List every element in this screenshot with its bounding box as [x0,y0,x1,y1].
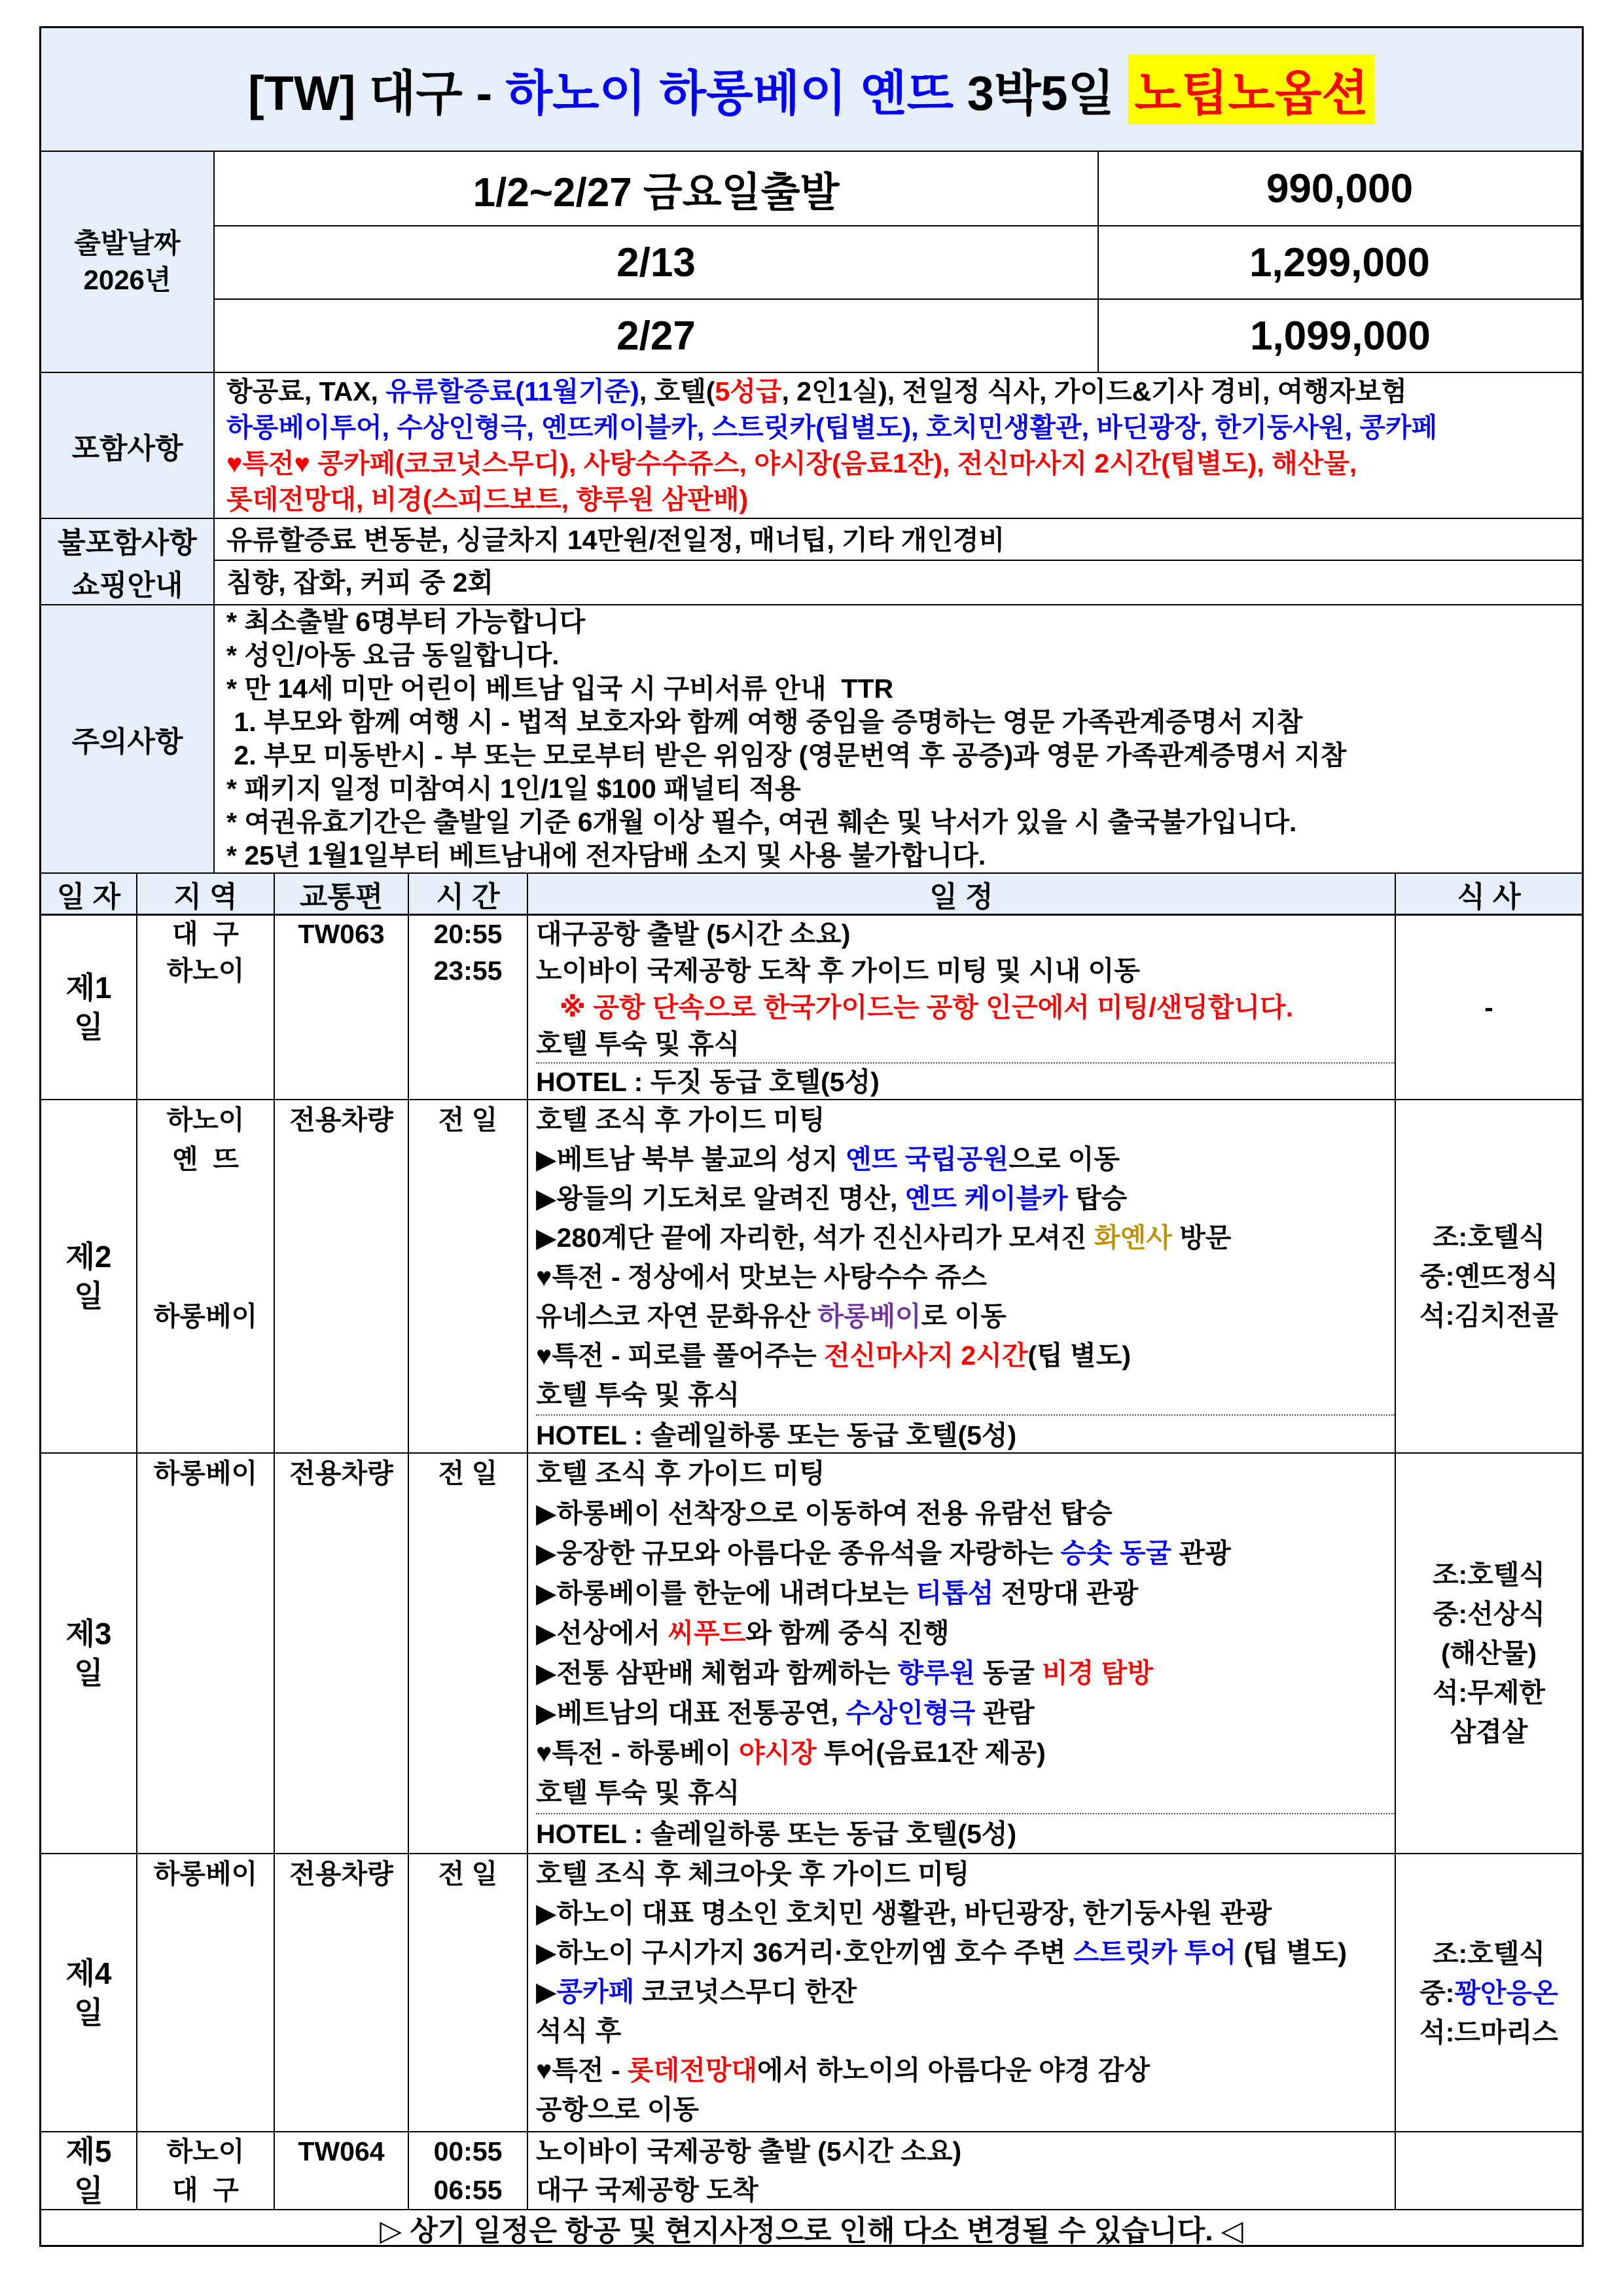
text-segment: 유류할증료(11월기준) [385,376,639,406]
text-line [536,2011,1395,2051]
text-segment: 향루원 [897,1658,976,1688]
text-segment: * 25년 1월1일부터 베트남내에 전자담배 소지 및 사용 불가합니다. [226,840,986,870]
text-line: 하롱베이 [153,1859,258,1889]
departure-date-3: 2/27 [215,298,1099,372]
text-line: 제3 [65,1617,112,1651]
text-segment: 중:옌뜨정식 [1419,1261,1558,1291]
text-line [536,1534,1395,1573]
text-line [536,1653,1395,1693]
day-3-meals [1396,1454,1582,1853]
day-4-meals [1396,1854,1582,2131]
text-line: TW064 [298,2136,385,2166]
text-segment: 방문 [1171,1223,1232,1253]
text-line: 일 [74,1656,103,1690]
text-segment: 삼겹살 [1450,1717,1528,1747]
text-segment: ♥특전 - 정상에서 맛보는 사탕수수 쥬스 [536,1262,988,1292]
text-line [536,1179,1395,1218]
text-segment: 유류할증료 변동분, 싱글차지 14만원/전일정, 매너팁, 기타 개인경비 [226,525,1005,555]
section-shopping-body [215,561,1582,604]
text-segment: 5성급 [715,376,782,406]
text-segment: ▶하노이 대표 명소인 호치민 생활관, 바딘광장, 한기둥사원 관광 [536,1898,1272,1928]
text-segment: * 여권유효기간은 출발일 기준 6개월 이상 필수, 여권 훼손 및 낙서가 있을 시 출국불가입니다. [226,807,1297,837]
text-segment: 관광 [1171,1538,1231,1568]
text-line: 하롱베이 [153,1458,258,1488]
text-line [226,410,1582,446]
text-segment: ▶선상에서 [536,1618,668,1648]
header-meals: 식 사 [1457,880,1521,913]
text-segment: ※ 공항 단속으로 한국가이드는 공항 인근에서 미팅/샌딩합니다. [560,992,1294,1022]
text-segment: - [1484,992,1493,1022]
day-2-transport [275,1100,409,1452]
text-line [137,1257,274,1297]
text-line [536,1813,1395,1853]
text-segment: 조:호텔식 [1432,1938,1546,1969]
text-segment: HOTEL : 솔레일하롱 또는 동급 호텔(5성) [536,1819,1017,1849]
text-segment: 항공료, TAX, [226,376,386,406]
text-line [536,989,1395,1026]
price-3: 1,099,000 [1099,298,1582,372]
text-line: 전 일 [438,1105,498,1135]
text-line [536,1297,1395,1336]
text-line [536,1854,1395,1893]
text-line [536,1218,1395,1257]
text-segment: (팁 별도) [1236,1937,1347,1967]
text-line [1484,988,1493,1027]
change-disclaimer: ▷ 상기 일정은 항공 및 현지사정으로 인해 다소 변경될 수 있습니다. ◁ [41,2209,1582,2245]
text-line [536,1693,1395,1733]
text-segment: 2. 부모 미동반시 - 부 또는 모로부터 받은 위임장 (영문번역 후 공증)과 영문 가족관계증명서 지참 [226,740,1347,770]
text-segment: 석:드마리스 [1419,2017,1558,2047]
text-line [536,1454,1395,1494]
text-line [536,1414,1395,1452]
text-line: 일 [74,1279,103,1313]
text-segment: * 만 14세 미만 어린이 베트남 입국 시 구비서류 안내 TTR [226,673,894,704]
text-segment: 침향, 잡화, 커피 중 2회 [226,567,493,598]
text-line: 23:55 [433,956,503,986]
text-line [226,520,1582,560]
text-line: 제4 [65,1956,112,1990]
text-segment: ▶왕들의 기도처로 알려진 명산, [536,1183,905,1213]
text-segment: 화옌사 [1094,1223,1172,1253]
text-line [137,1179,274,1218]
day-2-times [409,1100,528,1452]
header-transport: 교통편 [275,874,409,914]
text-segment: 노이바이 국제공항 도착 후 가이드 미팅 및 시내 이동 [536,956,1140,986]
text-segment: ▶280계단 끝에 자리한, 석가 진신사리가 모셔진 [536,1223,1094,1253]
section-excluded-label: 불포함사항 [41,519,215,561]
text-segment: ♥특전♥ 콩카페(코코넛스무디), 사탕수수쥬스, 야시장(음료1잔), 전신마사지 2시간(팁별도), 해산물, [226,448,1357,478]
section-included-body [215,373,1582,518]
day-3-label [41,1454,137,1853]
text-line [226,482,1582,518]
text-line: 제5 [65,2134,112,2168]
section-notice-label: 주의사항 [41,605,215,872]
day-2-label [41,1100,137,1452]
text-segment: ▶하롱베이 선착장으로 이동하여 전용 유람선 탑승 [536,1498,1113,1528]
title-destination: 하노이 하롱베이 옌뜨 [505,65,954,120]
section-included [41,372,1582,518]
text-segment: 으로 이동 [1008,1144,1120,1174]
text-segment: 석:김치전골 [1419,1300,1558,1331]
text-segment: , 2인1실), 전일정 식사, 가이드&기사 경비, 여행자보험 [781,376,1407,406]
text-line [536,1336,1395,1375]
text-segment: 1. 부모와 함께 여행 시 - 법적 보호자와 함께 여행 중임을 증명하는 영문 가족관계증명서 지참 [226,707,1303,737]
text-line: 일 [74,2173,103,2208]
text-line [536,1139,1395,1179]
text-line [536,1972,1395,2011]
text-line [536,1773,1395,1813]
text-line [226,672,1582,706]
text-line [536,916,1395,952]
text-line [1450,1712,1528,1751]
text-segment: 와 함께 중식 진행 [745,1618,950,1648]
day-3-schedule [528,1454,1396,1853]
header-schedule: 일 정 [528,874,1396,914]
text-segment: 수상인형극 [846,1698,976,1728]
itinerary-document [39,26,1584,2247]
text-segment: ▶베트남의 대표 전통공연, [536,1698,846,1728]
text-line [1433,1555,1545,1594]
day-1-schedule [528,916,1396,1099]
day-1-meals [1396,916,1582,1099]
text-segment: 로 이동 [921,1301,1007,1331]
section-included-label: 포함사항 [41,373,215,518]
day-1-transport [275,916,409,1099]
text-segment: ♥특전 - 하롱베이 [536,1738,739,1768]
text-segment: ♥특전 - 피로를 풀어주는 [536,1340,825,1371]
text-segment: * 패키지 일정 미참여시 1인/1일 $100 패널티 적용 [226,774,801,804]
text-segment: 비경 탐방 [1042,1658,1154,1688]
day-5-times [409,2132,528,2209]
day-5-label [41,2132,137,2209]
text-line [536,2090,1395,2129]
text-line [226,446,1582,482]
text-segment: 중:선상식 [1432,1599,1546,1629]
text-segment: ▶전통 삼판배 체험과 함께하는 [536,1658,898,1688]
day-row-4 [41,1853,1582,2131]
text-segment: 하롱베이투어, 수상인형극, 옌뜨케이블카, 스트릿카(팁별도), 호치민생활관, 바딘광장, 한기둥사원, 콩카페 [226,412,1438,442]
day-5-regions [137,2132,275,2209]
text-line: 옌 뜨 [172,1144,239,1174]
text-line [1419,1296,1558,1335]
text-segment: 승솟 동굴 [1060,1538,1172,1568]
text-line: 20:55 [433,919,503,949]
text-line [226,839,1582,872]
day-5-transport [275,2132,409,2209]
departure-year: 2026년 [83,264,171,295]
section-shopping-label: 쇼핑안내 [41,561,215,604]
day-4-times [409,1854,528,2131]
text-segment: 유네스코 자연 문화유산 [536,1301,818,1331]
text-segment: 에서 하노이의 아름다운 야경 감상 [757,2055,1150,2085]
day-4-transport [275,1854,409,2131]
day-row-2 [41,1099,1582,1452]
text-segment: 대구공항 출발 (5시간 소요) [536,919,851,949]
page-title [41,28,1582,151]
text-segment: 호텔 조식 후 체크아웃 후 가이드 미팅 [536,1859,970,1889]
text-line [536,2051,1395,2090]
text-segment: 호텔 투숙 및 휴식 [536,1029,740,1059]
text-line: 일 [74,1995,103,2030]
text-segment: 꽝안응온 [1454,1977,1558,2008]
text-segment: 노이바이 국제공항 출발 (5시간 소요) [536,2136,962,2166]
departure-date-1: 1/2~2/27 금요일출발 [215,152,1099,225]
text-line [536,952,1395,989]
day-3-transport [275,1454,409,1853]
text-line: 제2 [65,1240,112,1274]
day-1-regions [137,916,275,1099]
text-segment: 관람 [975,1698,1035,1728]
text-segment: 동굴 [975,1658,1043,1688]
text-segment: 하롱베이 [817,1301,921,1331]
day-3-times [409,1454,528,1853]
day-4-regions [137,1854,275,2131]
text-segment: 야시장 [738,1738,817,1768]
text-line [536,1026,1395,1062]
text-segment: 씨푸드 [668,1618,746,1648]
text-line [1419,1257,1558,1296]
text-line [226,739,1582,772]
title-duration: 3박5일 [954,65,1128,120]
text-segment: 호텔 투숙 및 휴식 [536,1778,740,1808]
text-segment: 옌뜨 케이블카 [904,1183,1068,1213]
day-2-meals [1396,1100,1582,1452]
text-line [536,1733,1395,1773]
text-line [536,1613,1395,1653]
text-segment: 중: [1419,1977,1455,2008]
section-notice-body [215,605,1582,872]
departure-date-2: 2/13 [215,225,1099,298]
text-segment: ♥특전 - [536,2055,628,2085]
text-segment: 석식 후 [536,2016,622,2046]
section-excluded [41,518,1582,560]
day-row-3 [41,1452,1582,1853]
text-line [536,1375,1395,1414]
text-segment: * 최소출발 6명부터 가능합니다 [226,607,586,637]
day-4-schedule [528,1854,1396,2131]
text-line: 하롱베이 [153,1301,258,1331]
day-5-meals [1396,2132,1582,2209]
text-segment: 옌뜨 국립공원 [846,1144,1009,1174]
text-line: 전용차량 [289,1105,393,1135]
text-line: 06:55 [433,2175,503,2205]
header-day: 일 자 [41,874,137,914]
text-segment: (해산물) [1440,1638,1537,1668]
text-line [536,1933,1395,1972]
text-segment: 전망대 관광 [993,1578,1139,1608]
text-segment: HOTEL : 솔레일하롱 또는 동급 호텔(5성) [536,1420,1017,1450]
text-line [226,374,1582,410]
text-line [1433,1934,1545,1973]
text-segment: 대구 국제공항 도착 [536,2175,758,2205]
text-line [226,806,1582,839]
text-line [226,772,1582,806]
text-line: 전용차량 [289,1859,393,1889]
text-segment: ▶ [536,1977,557,2007]
text-segment: 호텔 투숙 및 휴식 [536,1380,740,1410]
text-line [536,2132,1395,2171]
text-segment: 탑승 [1067,1183,1128,1213]
text-line: 하노이 [166,1105,245,1135]
text-segment: ▶하노이 구시가지 36거리·호안끼엠 호수 주변 [536,1937,1074,1967]
text-line [226,639,1582,672]
text-line [536,1573,1395,1613]
day-4-label [41,1854,137,2131]
section-excluded-body [215,519,1582,561]
header-time: 시 간 [409,874,528,914]
text-line: 전 일 [438,1859,498,1889]
day-3-regions [137,1454,275,1853]
day-1-times [409,916,528,1099]
text-line: TW063 [298,919,385,949]
text-line: 일 [74,1010,103,1044]
day-row-1 [41,914,1582,1099]
text-line: 하노이 [166,2136,245,2166]
text-line: 제1 [65,971,112,1005]
text-segment: ▶웅장한 규모와 아름다운 종유석을 자랑하는 [536,1538,1061,1568]
text-segment: 스트릿카 투어 [1073,1937,1237,1967]
text-line [536,1257,1395,1297]
title-prefix: [TW] 대구 - [248,65,506,120]
text-segment: ▶베트남 북부 불교의 성지 [536,1144,846,1174]
text-segment: (팁 별도) [1027,1340,1131,1371]
text-segment: 롯데전망대 [628,2055,758,2085]
text-segment: * 성인/아동 요금 동일합니다. [226,640,560,670]
departure-date-label [41,152,215,372]
day-5-schedule [528,2132,1396,2209]
text-line: 00:55 [433,2136,503,2166]
departure-date-label-line1: 출발날짜 [74,228,181,259]
text-line: 하노이 [166,956,245,986]
text-segment: 롯데전망대, 비경(스피드보트, 향루원 삼판배) [226,484,749,514]
price-2: 1,299,000 [1099,225,1582,298]
text-line [536,1494,1395,1534]
day-row-5 [41,2131,1582,2209]
text-line [536,2171,1395,2209]
price-1: 990,000 [1099,152,1582,225]
text-line [1433,1673,1545,1712]
text-segment: 티톱섬 [916,1578,994,1608]
header-region: 지 역 [137,874,275,914]
section-notice [41,604,1582,872]
text-segment: HOTEL : 두짓 동급 호텔(5성) [536,1067,880,1097]
day-2-schedule [528,1100,1396,1452]
text-segment: , 호텔( [639,376,715,406]
section-shopping [41,560,1582,604]
day-2-regions [137,1100,275,1452]
text-line [226,563,1582,602]
text-segment: 공항으로 이동 [536,2094,700,2125]
text-segment: 코코넛스무디 한잔 [634,1977,857,2007]
text-line: 대 구 [172,919,239,949]
text-line [536,1893,1395,1933]
text-segment: 호텔 조식 후 가이드 미팅 [536,1105,825,1135]
text-line [1441,1634,1537,1673]
text-segment: 전신마사지 2시간 [824,1340,1028,1371]
text-line [226,706,1582,739]
text-segment: 콩카페 [556,1977,635,2007]
text-line [1419,1973,1558,2013]
text-line [1419,2013,1558,2052]
text-line [1433,1217,1545,1257]
text-segment: 조:호텔식 [1432,1560,1546,1590]
day-1-label [41,916,137,1099]
text-segment: 호텔 조식 후 가이드 미팅 [536,1458,825,1488]
text-line: 대 구 [172,2175,239,2205]
text-segment: ▶하롱베이를 한눈에 내려다보는 [536,1578,916,1608]
text-line [1433,1594,1545,1634]
no-tip-no-option-badge: 노팁노옵션 [1128,55,1375,124]
text-line: 전용차량 [289,1458,393,1488]
text-segment: 투어(음료1잔 제공) [816,1738,1046,1768]
text-line [536,1062,1395,1099]
price-table [41,151,1582,372]
text-line [536,1100,1395,1139]
itinerary-header-row [41,872,1582,914]
text-segment: 조:호텔식 [1432,1222,1546,1252]
text-line [226,605,1582,639]
text-segment: 석:무제한 [1432,1677,1546,1708]
text-line: 전 일 [438,1458,498,1488]
text-line [137,1218,274,1257]
